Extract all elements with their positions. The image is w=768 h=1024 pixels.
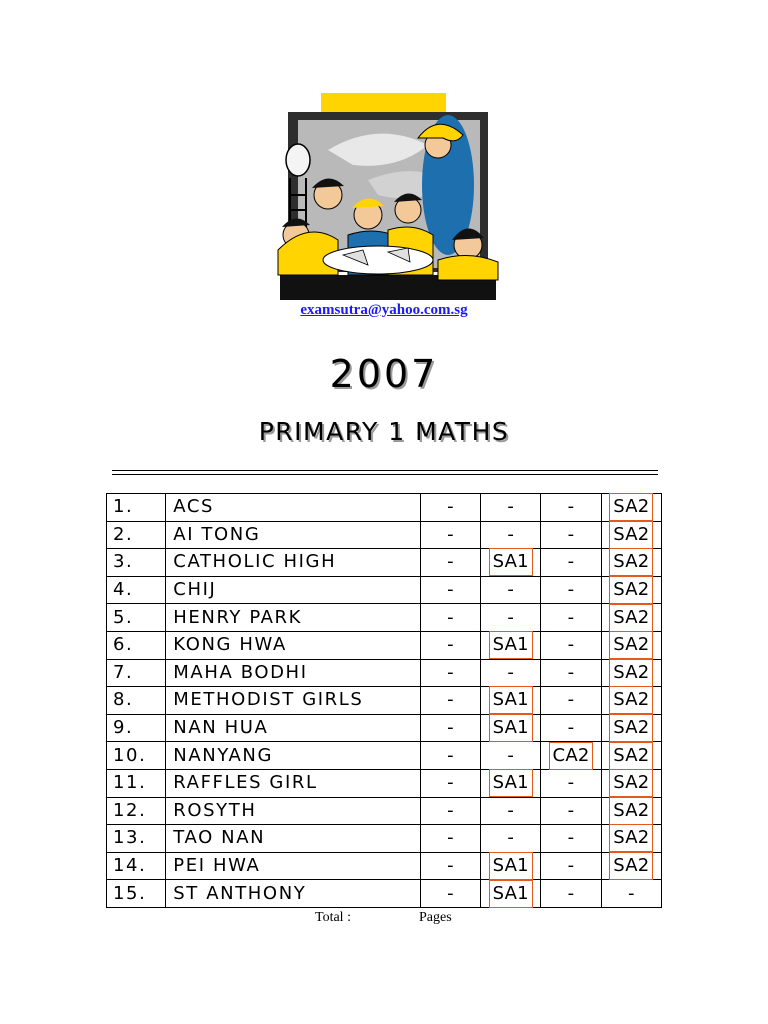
table-row (107, 825, 662, 853)
paper-code-badge: SA1 (492, 772, 529, 794)
paper-cell (420, 852, 480, 880)
paper-cell (541, 604, 601, 632)
paper-cell (601, 797, 661, 825)
paper-code-badge: SA2 (613, 661, 650, 683)
title-divider-bottom (112, 474, 658, 475)
paper-absent-mark: - (567, 799, 575, 821)
paper-cell (481, 549, 541, 577)
paper-cell (541, 769, 601, 797)
paper-absent-mark: - (567, 496, 575, 518)
paper-cell (541, 659, 601, 687)
school-name: ACS (166, 494, 421, 522)
paper-absent-mark: - (567, 772, 575, 794)
row-number: 8. (107, 687, 166, 715)
paper-absent-mark: - (567, 606, 575, 628)
table-row (107, 659, 662, 687)
table-row (107, 880, 662, 908)
paper-cell (601, 549, 661, 577)
paper-absent-mark: - (567, 551, 575, 573)
paper-absent-mark: - (447, 689, 454, 711)
row-number: 15. (107, 880, 166, 908)
school-paper-table (106, 493, 662, 908)
paper-code-badge: SA2 (613, 523, 650, 545)
paper-code-badge: SA2 (613, 799, 650, 821)
table-row (107, 494, 662, 522)
paper-code-badge: SA2 (613, 689, 650, 711)
paper-cell (601, 521, 661, 549)
school-name: ROSYTH (166, 797, 421, 825)
paper-cell (481, 687, 541, 715)
footer-total-label: Total : (315, 910, 351, 925)
paper-cell (420, 576, 480, 604)
paper-absent-mark: - (567, 661, 575, 683)
table-row (107, 769, 662, 797)
paper-cell (541, 521, 601, 549)
paper-cell (481, 852, 541, 880)
school-name: RAFFLES GIRL (166, 769, 421, 797)
contact-email-link[interactable]: examsutra@yahoo.com.sg (300, 302, 468, 318)
footer-pages-label: Pages (419, 910, 452, 925)
paper-code-badge: SA2 (613, 634, 650, 656)
paper-cell (420, 631, 480, 659)
paper-code-badge: SA2 (613, 551, 650, 573)
row-number: 2. (107, 521, 166, 549)
paper-absent-mark: - (447, 827, 454, 849)
paper-absent-mark: - (507, 744, 515, 766)
paper-absent-mark: - (447, 855, 454, 877)
row-number: 5. (107, 604, 166, 632)
paper-cell (420, 880, 480, 908)
paper-cell (420, 769, 480, 797)
paper-code-badge: SA2 (613, 744, 650, 766)
paper-absent-mark: - (447, 496, 454, 518)
paper-cell (541, 797, 601, 825)
paper-absent-mark: - (567, 634, 575, 656)
paper-absent-mark: - (447, 661, 454, 683)
paper-absent-mark: - (507, 661, 515, 683)
paper-cell (481, 714, 541, 742)
paper-cell (481, 797, 541, 825)
paper-code-badge: SA2 (613, 496, 650, 518)
school-name: HENRY PARK (166, 604, 421, 632)
paper-cell (601, 852, 661, 880)
school-name: NAN HUA (166, 714, 421, 742)
paper-absent-mark: - (447, 606, 454, 628)
paper-cell (420, 549, 480, 577)
classroom-students-cartoon-icon (268, 90, 500, 302)
table-row (107, 604, 662, 632)
paper-cell (481, 659, 541, 687)
paper-cell (481, 825, 541, 853)
paper-absent-mark: - (567, 855, 575, 877)
paper-cell (601, 714, 661, 742)
paper-absent-mark: - (447, 551, 454, 573)
paper-cell (601, 687, 661, 715)
paper-cell (601, 659, 661, 687)
table-row (107, 521, 662, 549)
school-name: KONG HWA (166, 631, 421, 659)
paper-code-badge: SA1 (492, 689, 529, 711)
paper-code-badge: SA1 (492, 551, 529, 573)
paper-cell (481, 880, 541, 908)
paper-code-badge: SA2 (613, 717, 650, 739)
paper-cell (541, 576, 601, 604)
paper-absent-mark: - (507, 579, 515, 601)
row-number: 6. (107, 631, 166, 659)
paper-absent-mark: - (507, 827, 515, 849)
paper-absent-mark: - (447, 799, 454, 821)
table-row (107, 714, 662, 742)
paper-cell (601, 742, 661, 770)
paper-absent-mark: - (507, 799, 515, 821)
paper-cell (601, 631, 661, 659)
paper-cell (481, 769, 541, 797)
paper-cell (601, 880, 661, 908)
paper-cell (541, 825, 601, 853)
school-name: CATHOLIC HIGH (166, 549, 421, 577)
paper-code-badge: SA1 (492, 855, 529, 877)
paper-cell (420, 714, 480, 742)
paper-absent-mark: - (447, 523, 454, 545)
table-row (107, 742, 662, 770)
paper-cell (420, 687, 480, 715)
row-number: 10. (107, 742, 166, 770)
paper-cell (481, 576, 541, 604)
paper-absent-mark: - (447, 634, 454, 656)
paper-cell (420, 494, 480, 522)
paper-cell (601, 825, 661, 853)
paper-cell (601, 604, 661, 632)
paper-cell (420, 659, 480, 687)
school-name: MAHA BODHI (166, 659, 421, 687)
paper-absent-mark: - (567, 882, 575, 904)
paper-cell (601, 576, 661, 604)
paper-cell (420, 742, 480, 770)
table-row (107, 576, 662, 604)
school-name: ST ANTHONY (166, 880, 421, 908)
paper-cell (541, 631, 601, 659)
paper-absent-mark: - (627, 882, 635, 904)
paper-absent-mark: - (507, 523, 515, 545)
row-number: 9. (107, 714, 166, 742)
paper-cell (541, 742, 601, 770)
paper-code-badge: CA2 (552, 744, 590, 766)
title-divider-top (112, 470, 658, 471)
paper-cell (420, 604, 480, 632)
paper-absent-mark: - (447, 579, 454, 601)
row-number: 7. (107, 659, 166, 687)
row-number: 1. (107, 494, 166, 522)
row-number: 11. (107, 769, 166, 797)
row-number: 13. (107, 825, 166, 853)
paper-absent-mark: - (567, 579, 575, 601)
row-number: 14. (107, 852, 166, 880)
row-number: 12. (107, 797, 166, 825)
paper-cell (481, 604, 541, 632)
paper-absent-mark: - (447, 717, 454, 739)
paper-code-badge: SA2 (613, 606, 650, 628)
school-name: NANYANG (166, 742, 421, 770)
paper-code-badge: SA2 (613, 827, 650, 849)
paper-code-badge: SA2 (613, 772, 650, 794)
table-row (107, 549, 662, 577)
paper-cell (541, 852, 601, 880)
paper-cell (601, 494, 661, 522)
paper-cell (481, 494, 541, 522)
paper-code-badge: SA1 (492, 882, 529, 904)
page-year-title: 2007 (329, 352, 439, 396)
paper-code-badge: SA2 (613, 855, 650, 877)
table-row (107, 631, 662, 659)
paper-absent-mark: - (507, 496, 515, 518)
paper-code-badge: SA1 (492, 717, 529, 739)
paper-absent-mark: - (447, 772, 454, 794)
table-row (107, 797, 662, 825)
page-subject-title: PRIMARY 1 MATHS (258, 417, 510, 446)
paper-absent-mark: - (567, 717, 575, 739)
paper-cell (420, 825, 480, 853)
paper-cell (541, 687, 601, 715)
row-number: 4. (107, 576, 166, 604)
school-name: TAO NAN (166, 825, 421, 853)
paper-absent-mark: - (447, 882, 454, 904)
paper-absent-mark: - (447, 744, 454, 766)
paper-cell (420, 521, 480, 549)
paper-cell (481, 631, 541, 659)
school-name: CHIJ (166, 576, 421, 604)
paper-absent-mark: - (567, 827, 575, 849)
table-row (107, 687, 662, 715)
paper-cell (541, 880, 601, 908)
school-name: METHODIST GIRLS (166, 687, 421, 715)
paper-code-badge: SA2 (613, 579, 650, 601)
paper-cell (541, 494, 601, 522)
paper-cell (420, 797, 480, 825)
paper-cell (481, 742, 541, 770)
school-name: PEI HWA (166, 852, 421, 880)
row-number: 3. (107, 549, 166, 577)
paper-absent-mark: - (507, 606, 515, 628)
table-row (107, 852, 662, 880)
paper-cell (601, 769, 661, 797)
paper-absent-mark: - (567, 689, 575, 711)
paper-cell (541, 549, 601, 577)
paper-cell (481, 521, 541, 549)
paper-cell (541, 714, 601, 742)
school-name: AI TONG (166, 521, 421, 549)
paper-absent-mark: - (567, 523, 575, 545)
paper-code-badge: SA1 (492, 634, 529, 656)
